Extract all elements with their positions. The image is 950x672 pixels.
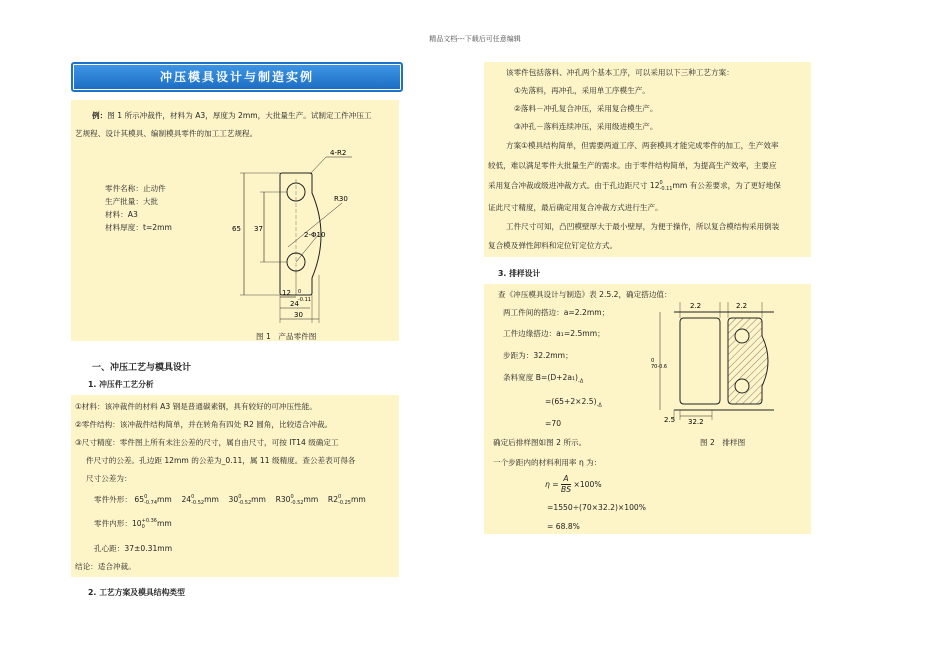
- inner-tolerance: 零件内形：10 +0.36 0 mm: [94, 518, 172, 530]
- dim-edge: 2.5: [664, 416, 676, 424]
- tol-r2: R2 0 -0.25 mm: [327, 494, 366, 506]
- intro-line-1: 例：图 1 所示冲裁件，材料为 A3，厚度为 2mm，大批量生产。试制定工件冲压工: [92, 111, 372, 120]
- section-1-2-heading: 2. 工艺方案及模具结构类型: [88, 588, 185, 597]
- dim-pitch: 32.2: [688, 418, 704, 426]
- outer-tolerances: 零件外形： 65 0 -0.74 mm 24 0 -0.52 mm 30 0 -0.52 mm R30 0 -0.52 mm R2 0 -0.25 mm: [94, 494, 366, 506]
- intro-line-2: 艺规程、设计其模具、编制模具零件的加工工艺规程。: [75, 129, 258, 138]
- item-precision-cont-1: 件尺寸的公差。孔边距 12mm 的公差为_0.11，属 11 级精度。查公差表可得各: [86, 456, 356, 465]
- tol-24: 24 0 -0.52 mm: [181, 494, 219, 506]
- structure-line-1: 工件尺寸可知，凸凹模壁厚大于最小壁厚，为便于操作，所以复合模结构采用倒装: [506, 222, 780, 231]
- dim-width: 70-0.6: [651, 364, 668, 370]
- document-title: 冲压模具设计与制造实例: [71, 62, 403, 92]
- analysis-line-2: 较低，难以满足零件大批量生产的需求。由于零件结构简单，为提高生产效率，主要应: [488, 161, 777, 170]
- strip-layout-drawing: [650, 298, 800, 428]
- dim-12-tol-up: 0: [298, 289, 302, 295]
- process-intro: 该零件包括落料、冲孔两个基本工序，可以采用以下三种工艺方案：: [506, 68, 734, 77]
- item-precision: ③尺寸精度：零件图上所有未注公差的尺寸，属自由尺寸，可按 IT14 级确定工: [75, 438, 339, 447]
- part-drawing: [230, 145, 380, 327]
- conclusion: 结论：适合冲裁。: [75, 562, 136, 571]
- part-props: [105, 182, 172, 234]
- analysis-line-4: 证此尺寸精度，最后确定用复合冲裁方式进行生产。: [488, 203, 663, 212]
- dim-12: 12: [282, 289, 291, 297]
- layout-l9: 一个步距内的材料利用率 η 为：: [493, 458, 602, 467]
- analysis-line-1: 方案①模具结构简单，但需要两道工序、两套模具才能完成零件的加工，生产效率: [506, 141, 779, 150]
- layout-l3: 工件边缘搭边：a₁=2.5mm；: [503, 329, 605, 338]
- figure-2-caption: 图 2 排样图: [700, 438, 746, 447]
- dim-37: 37: [254, 225, 263, 233]
- item-precision-cont-2: 尺寸公差为：: [86, 474, 132, 483]
- layout-l2: 两工件间的搭边：a=2.2mm；: [503, 308, 610, 317]
- example-label: 例：: [92, 111, 108, 120]
- dim-r2: 4-R2: [330, 149, 347, 157]
- section-1-1-heading: 1. 冲压件工艺分析: [88, 380, 154, 389]
- layout-l4: 步距为：32.2mm；: [503, 351, 573, 360]
- dim-12-tol-low: -0.11: [298, 297, 311, 303]
- dim-30: 30: [294, 311, 303, 319]
- prop-batch: 生产批量：大批: [105, 197, 159, 206]
- figure-1-caption: 图 1 产品零件图: [256, 332, 317, 341]
- plan-2: ②落料－冲孔复合冲压，采用复合模生产。: [514, 104, 658, 113]
- hole-distance: 孔心距：37±0.31mm: [94, 544, 173, 553]
- layout-l6: $=(65+2\times 2.5)_{-\Delta}$: [545, 397, 602, 409]
- dim-gap-a: 2.2: [690, 302, 702, 310]
- efficiency-fraction: $\frac{A}{BS}$: [561, 474, 572, 494]
- layout-l1: 查《冲压模具设计与制造》表 2.5.2，确定搭边值：: [498, 290, 672, 299]
- tol-65: 65 0 -0.74 mm: [134, 494, 172, 506]
- prop-thickness: 材料厚度：t=2mm: [105, 223, 172, 232]
- section-1-3-heading: 3. 排样设计: [498, 269, 541, 278]
- section-1-heading: 一、冲压工艺与模具设计: [92, 363, 192, 373]
- plan-3: ③冲孔－落料连续冲压，采用级进模生产。: [514, 122, 658, 131]
- layout-l8: 确定后排样图如图 2 所示。: [493, 438, 587, 447]
- prop-name: 零件名称：止动件: [105, 184, 166, 193]
- page-header: 精品文档---下载后可任意编辑: [429, 35, 521, 43]
- structure-line-2: 复合模及弹性卸料和定位钉定位方式。: [488, 241, 618, 250]
- tol-30: 30 0 -0.52 mm: [228, 494, 266, 506]
- dim-r30: R30: [334, 195, 348, 203]
- item-material: ①材料：该冲裁件的材料 A3 钢是普通碳素钢，具有较好的可冲压性能。: [75, 402, 317, 411]
- layout-l7: =70: [545, 419, 562, 428]
- dim-gap-b: 2.2: [736, 302, 748, 310]
- tol-r30: R30 0 -0.52 mm: [275, 494, 319, 506]
- dim-phi10: 2-Φ10: [304, 231, 326, 239]
- item-structure: ②零件结构：该冲裁件结构简单，并在转角有四处 R2 圆角，比较适合冲裁。: [75, 420, 333, 429]
- plan-1: ①先落料，再冲孔，采用单工序模生产。: [514, 86, 650, 95]
- layout-l5: 条料宽度 $B=(D+2a_1)_{-\Delta}$: [503, 373, 584, 385]
- prop-material: 材料：A3: [105, 210, 138, 219]
- dim-24: 24: [290, 300, 299, 308]
- dim-width-up: 0: [651, 358, 655, 364]
- dim-65: 65: [232, 225, 241, 233]
- efficiency-formula: η = $\frac{A}{BS}$ ×100%: [545, 474, 602, 494]
- analysis-line-3: 采用复合冲裁或级进冲裁方式。由于孔边距尺寸 12 0 -0.11 mm 有公差要求，为了更好地保: [488, 180, 781, 192]
- layout-l10: =1550÷(70×32.2)×100%: [547, 503, 646, 512]
- layout-l11: = 68.8%: [547, 522, 580, 531]
